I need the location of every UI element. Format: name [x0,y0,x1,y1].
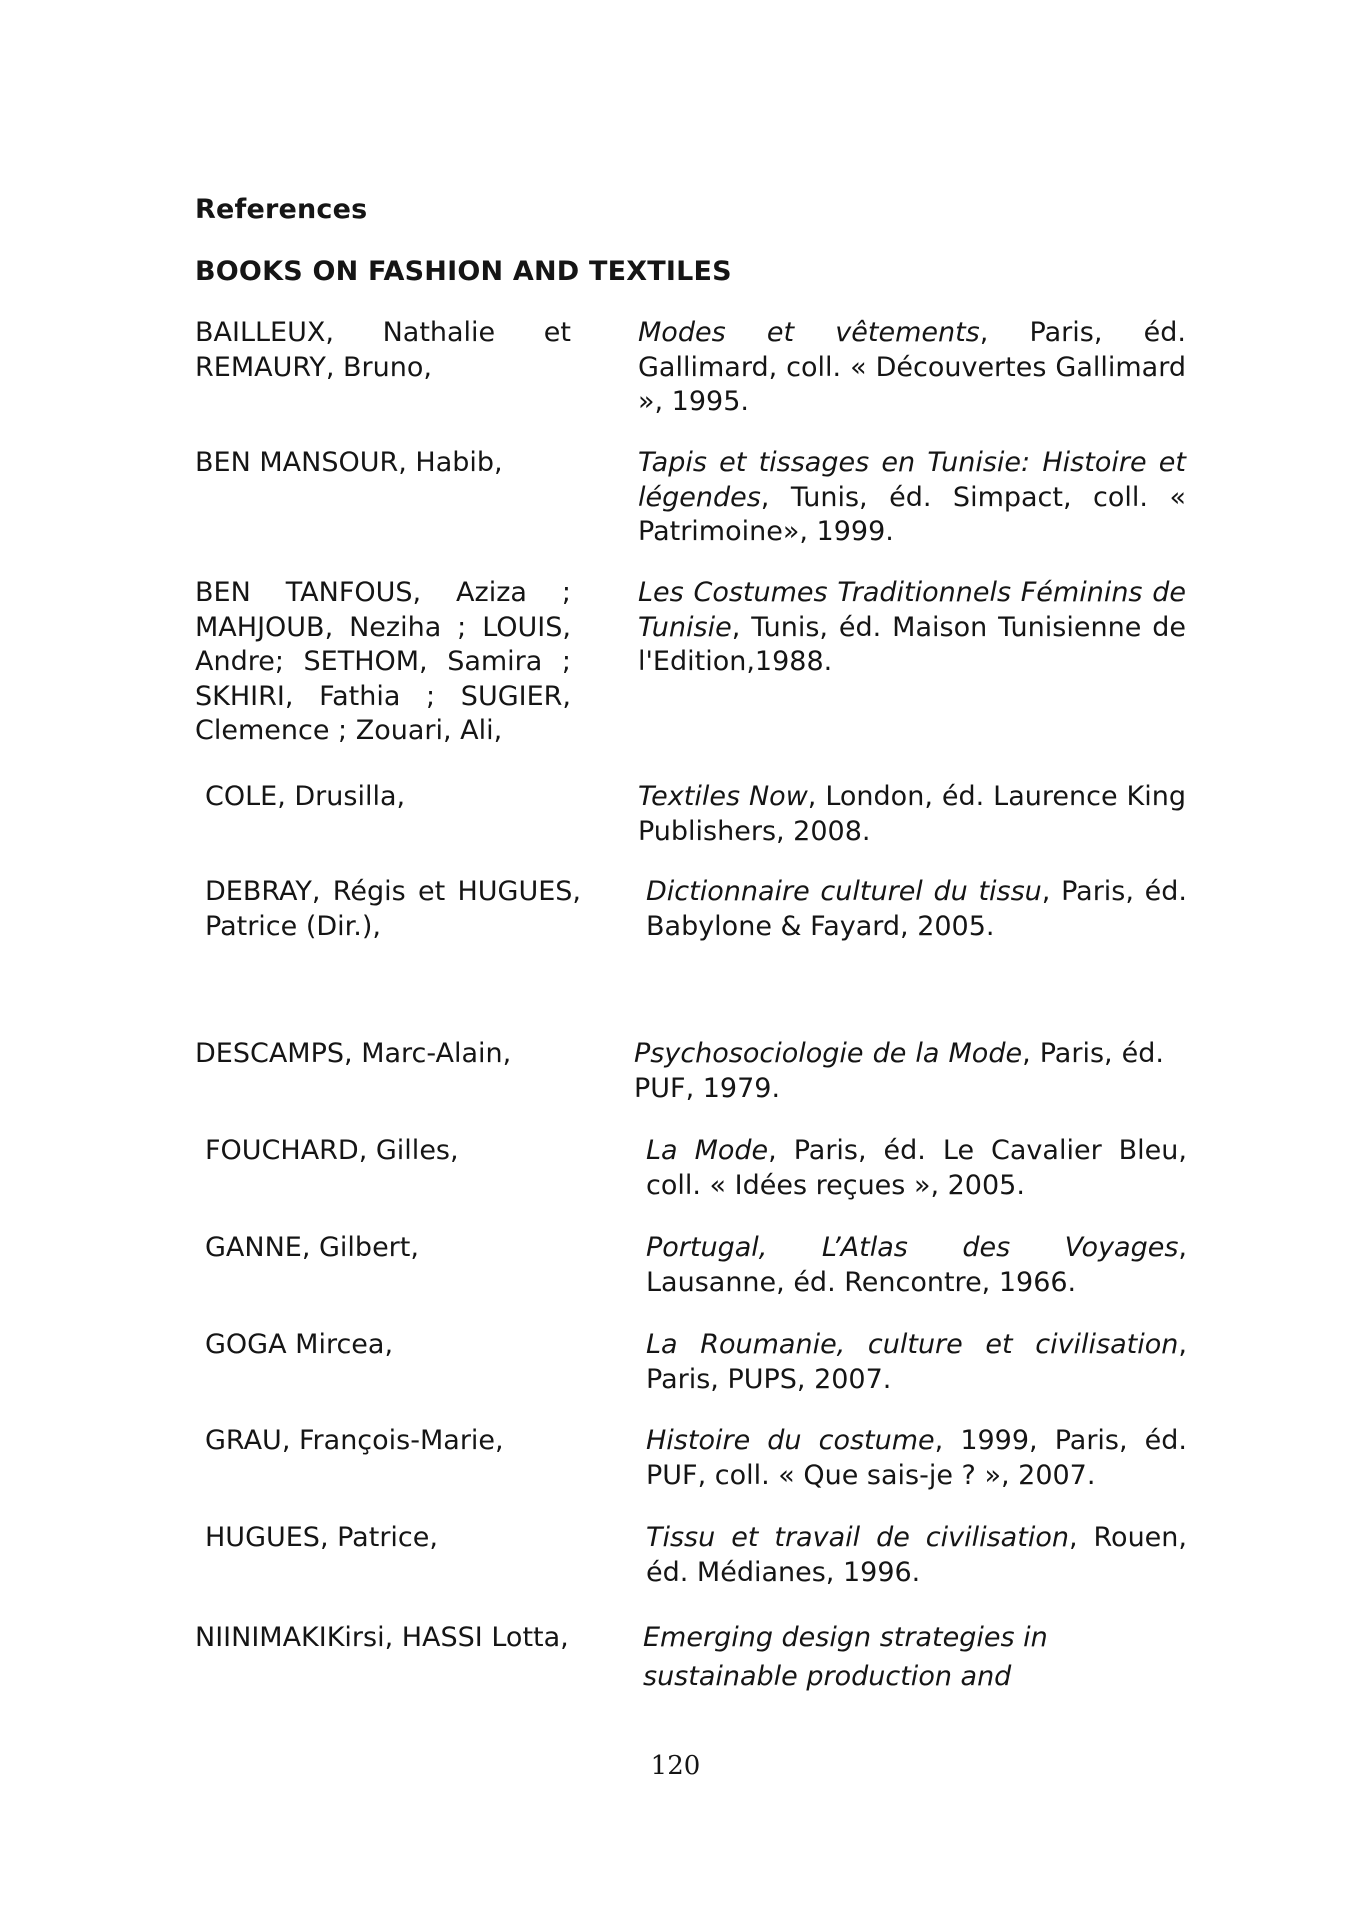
reference-entry [205,1521,1187,1590]
reference-citation [646,1328,1187,1397]
reference-title: Portugal, L’Atlas des Voyages [646,1232,1179,1263]
reference-citation [646,1231,1187,1300]
reference-title: Histoire du costume [646,1425,935,1456]
reference-title: Modes et vêtements [638,317,980,348]
reference-author: DESCAMPS, Marc-Alain, [195,1038,512,1069]
reference-details: , 1999, Paris, éd. PUF, coll. « Que sais-je ? », 2007. [646,1425,1187,1491]
reference-details: , London, éd. Laurence King Publishers, 2008. [638,781,1186,847]
reference-entry [205,1231,1187,1300]
reference-citation [638,446,1186,550]
page-heading: References [195,194,368,225]
reference-entry [205,1134,1187,1203]
reference-citation [638,576,1186,749]
reference-entry [205,1424,1187,1493]
reference-author: BEN MANSOUR, Habib, [195,447,503,478]
reference-title: Tissu et travail de civilisation [646,1522,1069,1553]
reference-details: , Lausanne, éd. Rencontre, 1966. [646,1232,1187,1298]
reference-title: Psychosociologie de la Mode [634,1038,1023,1069]
reference-entry [205,780,1186,849]
reference-citation [646,1521,1187,1590]
reference-citation [646,875,1187,944]
reference-details: , Paris, éd. Le Cavalier Bleu, coll. « Idées reçues », 2005. [646,1135,1187,1201]
reference-citation [646,1424,1187,1493]
reference-entry [195,316,1186,420]
reference-details: , Paris, PUPS, 2007. [646,1329,1187,1395]
reference-author: DEBRAY, Régis et HUGUES, Patrice (Dir.), [205,876,581,942]
page-number: 120 [650,1751,701,1781]
reference-entry [205,875,1187,944]
reference-title: Emerging design strategies in sustainable production and [643,1622,1048,1692]
reference-author: FOUCHARD, Gilles, [205,1135,459,1166]
reference-details: , Paris, éd. PUF, 1979. [634,1038,1165,1104]
reference-title: La Mode [646,1135,769,1166]
reference-details: , Tunis, éd. Simpact, coll. « Patrimoine», 1999. [638,481,1186,547]
reference-author: HUGUES, Patrice, [205,1522,438,1553]
reference-author: NIINIMAKIKirsi, HASSI Lotta, [195,1622,569,1653]
reference-title: Dictionnaire culturel du tissu [646,876,1042,907]
reference-details: , Paris, éd. Babylone & Fayard, 2005. [646,876,1187,942]
reference-citation [638,780,1186,849]
reference-author: BAILLEUX, Nathalie et REMAURY, Bruno, [195,317,571,383]
reference-title: La Roumanie, culture et civilisation [646,1329,1179,1360]
reference-author: GRAU, François-Marie, [205,1425,504,1456]
reference-entry [195,576,1186,749]
reference-title: Les Costumes Traditionnels Féminins de Tunisie [638,577,1186,643]
reference-citation [646,1134,1187,1203]
reference-citation [634,1037,1164,1106]
reference-entry [195,1618,1063,1696]
reference-entry [195,446,1186,550]
reference-citation [638,316,1186,420]
reference-details: , Tunis, éd. Maison Tunisienne de l'Edition,1988. [638,611,1186,677]
reference-author: GOGA Mircea, [205,1329,394,1360]
reference-title: Tapis et tissages en Tunisie: Histoire et légendes [638,447,1186,513]
reference-title: Textiles Now [638,781,808,812]
reference-details: , Paris, éd. Gallimard, coll. « Découvertes Gallimard », 1995. [638,317,1186,417]
reference-author: BEN TANFOUS, Aziza ; MAHJOUB, Neziha ; LOUIS, Andre; SETHOM, Samira ; SKHIRI, Fathia ; SUGIER, Clemence ; Zouari, Ali, [195,577,571,746]
reference-entry [205,1328,1187,1397]
section-heading: BOOKS ON FASHION AND TEXTILES [195,256,732,287]
reference-citation [643,1618,1063,1696]
reference-author: GANNE, Gilbert, [205,1232,419,1263]
reference-entry [195,1037,1164,1106]
reference-author: COLE, Drusilla, [205,781,406,812]
reference-details: , Rouen, éd. Médianes, 1996. [646,1522,1187,1588]
